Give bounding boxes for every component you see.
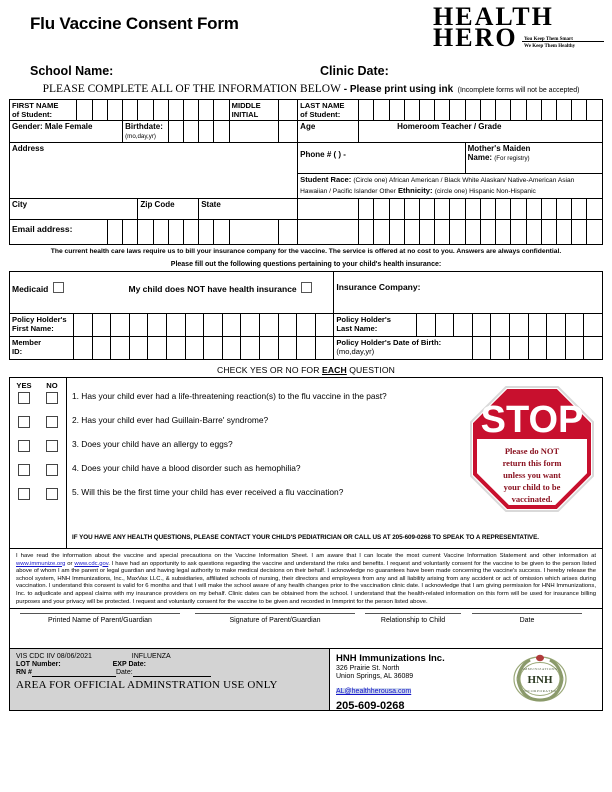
stop-line5: vaccinated. (511, 494, 553, 504)
last-name-cell[interactable] (435, 100, 450, 121)
health-hero-logo (419, 2, 604, 52)
row-insurance-checkboxes (10, 272, 603, 314)
first-name-cell[interactable] (153, 100, 168, 121)
policy-last-cell[interactable] (491, 314, 510, 337)
race-grid-cell[interactable] (541, 199, 556, 220)
answer-row (10, 487, 66, 511)
race-grid-cell[interactable] (556, 199, 571, 220)
policy-last-cell[interactable] (417, 314, 436, 337)
questions-heading-pre: CHECK YES OR NO FOR (217, 365, 323, 375)
first-name-cell[interactable] (107, 100, 122, 121)
first-name-cell[interactable] (199, 100, 214, 121)
last-name-cell[interactable] (389, 100, 404, 121)
member-id-cell[interactable] (204, 337, 223, 360)
row-student-names (10, 100, 603, 121)
consent-conjunction: or (65, 560, 75, 567)
vis-label: VIS CDC IIV 08/06/2021 (16, 653, 92, 661)
relationship-label: Relationship to Child (380, 617, 446, 625)
last-name-cell[interactable] (465, 100, 480, 121)
race-grid-cell[interactable] (298, 199, 359, 220)
email-cell[interactable] (168, 220, 183, 245)
seal-text: HNH (527, 674, 553, 687)
member-id-cell[interactable] (241, 337, 260, 360)
last-name-cell[interactable] (480, 100, 495, 121)
company-name: HNH Immunizations Inc. (336, 653, 445, 665)
policy-last-cell[interactable] (584, 314, 603, 337)
q4-no-checkbox[interactable] (46, 464, 58, 476)
policy-last-cell[interactable] (472, 314, 491, 337)
email-cell[interactable] (389, 220, 404, 245)
q1-yes-checkbox[interactable] (18, 392, 30, 404)
email-cell[interactable] (526, 220, 541, 245)
relationship-field[interactable] (365, 613, 461, 624)
medicaid-checkbox[interactable] (53, 282, 64, 293)
race-grid-cell[interactable] (450, 199, 465, 220)
logo-text-health: HEALTH (433, 2, 554, 31)
last-name-cell[interactable] (450, 100, 465, 121)
last-name-cell[interactable] (541, 100, 556, 121)
signature-rule (472, 613, 582, 615)
answer-row (10, 415, 66, 439)
logo-tagline-line1: You Keep Them Smart (524, 37, 573, 42)
first-name-cell[interactable] (183, 100, 198, 121)
policy-last-cell[interactable] (454, 314, 473, 337)
mothers-maiden-label[interactable]: Mother's Maiden Name: (For registry) (465, 143, 602, 174)
q3-no-checkbox[interactable] (46, 440, 58, 452)
homeroom-label: Homeroom Teacher / Grade (359, 121, 603, 143)
email-cell[interactable] (572, 220, 587, 245)
policy-first-cell[interactable] (297, 314, 316, 337)
birthdate-cell[interactable] (278, 121, 298, 143)
answer-row (10, 391, 66, 415)
school-clinic-row (0, 64, 612, 78)
footer-section (9, 649, 603, 711)
zip-label[interactable]: Zip Code (138, 199, 199, 220)
policy-holder-first-label: Policy Holder's First Name: (10, 314, 74, 337)
email-cell[interactable] (229, 220, 278, 245)
last-name-cell[interactable] (572, 100, 587, 121)
member-id-cell[interactable] (278, 337, 297, 360)
company-address-line1: 326 Prairie St. North (336, 665, 400, 673)
email-cell[interactable] (496, 220, 511, 245)
svg-text:your child to be (504, 482, 561, 492)
policy-first-cell[interactable] (241, 314, 260, 337)
birthdate-cell[interactable] (168, 121, 183, 143)
signature-field[interactable] (195, 613, 355, 624)
policy-first-cell[interactable] (204, 314, 223, 337)
insurance-checkbox-group (10, 272, 334, 314)
yes-header: YES (16, 381, 32, 390)
email-cell[interactable] (183, 220, 198, 245)
question-list (72, 391, 472, 511)
email-cell[interactable] (419, 220, 434, 245)
member-id-cell[interactable] (185, 337, 204, 360)
stop-sign-icon (468, 384, 596, 514)
immunize-org-link[interactable]: www.immunize.org (16, 560, 66, 567)
first-name-cell[interactable] (77, 100, 92, 121)
last-name-cell[interactable] (404, 100, 419, 121)
instructions-line (0, 79, 612, 97)
email-cell[interactable] (541, 220, 556, 245)
race-grid-cell[interactable] (465, 199, 480, 220)
birthdate-label: Birthdate: (mo,day,yr) (123, 121, 169, 143)
instructions-dash: - (340, 84, 350, 95)
race-grid-cell[interactable] (404, 199, 419, 220)
policy-dob-cell[interactable] (509, 337, 528, 360)
insurance-table (9, 271, 603, 360)
birthdate-cell[interactable] (229, 121, 278, 143)
official-use-text: AREA FOR OFFICIAL ADMINSTRATION USE ONLY (16, 679, 278, 692)
member-id-cell[interactable] (111, 337, 130, 360)
policy-holder-dob-label: Policy Holder's Date of Birth: (mo,day,yr) (334, 337, 472, 360)
company-info-block (330, 649, 602, 713)
question-item: 1. Has your child ever had a life-threatening reaction(s) to the flu vaccine in the past? (72, 391, 387, 401)
race-grid-cell[interactable] (587, 199, 603, 220)
last-name-cell[interactable] (511, 100, 526, 121)
date-field[interactable] (472, 613, 582, 624)
no-insurance-label: My child does NOT have health insurance (128, 284, 297, 294)
stop-word: STOP (480, 399, 584, 441)
consent-text-part2: . I have had an opportunity to ask questions regarding the vaccine and understand the risks and benefits. I request and voluntarily consent for the vaccine to be given to the person listed above of whom I am the parent or legal guardian and having legal authority to make medical decisions on their behalf. I acknowledge no guarantees have been made concerning the vaccine's success. I hereby release the school system, HNH Immunizations, Inc., MaxVax LLC., & subsidiaries, affiliated schools of nursing, their directors and employees from any and all liability arising from any accident or act of omission which arises during vaccination. I understand this consent is valid for 6 months and that I will make the school aware of any health changes prior to the vaccination clinic date. I acknowledge that I am giving permission for HNH Immunizations, Inc. to adjudicate and appeal claims with my insurance providers on my behalf. Clinic dates can be obtained from the school. I understand that the health-related information on this form will be used for insurance billing purposes and your privacy will be protected. I request and voluntarily consent for the vaccine to be given and recorded in Immprint for the person listed above. (16, 560, 596, 605)
email-cell[interactable] (465, 220, 480, 245)
policy-first-cell[interactable] (148, 314, 167, 337)
policy-first-cell[interactable] (222, 314, 241, 337)
member-id-cell[interactable] (222, 337, 241, 360)
email-cell[interactable] (511, 220, 526, 245)
city-label[interactable]: City (10, 199, 138, 220)
policy-dob-cell[interactable] (584, 337, 603, 360)
first-name-cell[interactable] (123, 100, 138, 121)
clinic-date-label: Clinic Date: (320, 64, 389, 78)
svg-text:IMMUNIZATIONS: IMMUNIZATIONS (522, 667, 558, 672)
first-name-cell[interactable] (138, 100, 153, 121)
q3-yes-checkbox[interactable] (18, 440, 30, 452)
first-name-cell[interactable] (168, 100, 183, 121)
logo-text-hero: HERO (433, 23, 518, 52)
question-item: 4. Does your child have a blood disorder such as hemophilia? (72, 463, 301, 473)
q5-yes-checkbox[interactable] (18, 488, 30, 500)
email-cell[interactable] (404, 220, 419, 245)
hnh-seal-icon (512, 653, 568, 705)
age-label: Age (298, 121, 359, 143)
cdc-gov-link[interactable]: www.cdc.gov (74, 560, 109, 567)
email-cell[interactable] (480, 220, 495, 245)
logo-tagline (524, 36, 602, 50)
policy-dob-cell[interactable] (528, 337, 547, 360)
insurance-company-field[interactable] (334, 272, 603, 314)
stop-line1: Please do NOT (504, 446, 560, 456)
row-member-id-dob (10, 337, 603, 360)
email-cell[interactable] (278, 220, 298, 245)
member-id-cell[interactable] (148, 337, 167, 360)
policy-last-cell[interactable] (528, 314, 547, 337)
member-id-cell[interactable] (74, 337, 93, 360)
policy-first-cell[interactable] (259, 314, 278, 337)
member-id-cell[interactable] (259, 337, 278, 360)
q2-yes-checkbox[interactable] (18, 416, 30, 428)
svg-text:return this form (503, 458, 562, 468)
email-label: Email address: (10, 220, 108, 245)
pediatrician-contact-line: IF YOU HAVE ANY HEALTH QUESTIONS, PLEASE CONTACT YOUR CHILD'S PEDIATRICIAN OR CALL US AT 205-609-0268 TO SPEAK TO A REPRESENTATIVE. (72, 534, 539, 541)
policy-first-cell[interactable] (111, 314, 130, 337)
policy-first-cell[interactable] (278, 314, 297, 337)
state-label[interactable]: State (199, 199, 298, 220)
row-gender-birthdate (10, 121, 603, 143)
last-name-cell[interactable] (556, 100, 571, 121)
school-name-label: School Name: (30, 64, 114, 78)
first-name-cell[interactable] (92, 100, 107, 121)
race-grid-cell[interactable] (359, 199, 374, 220)
policy-holder-last-label: Policy Holder's Last Name: (334, 314, 417, 337)
member-id-cell[interactable] (167, 337, 186, 360)
email-cell[interactable] (138, 220, 153, 245)
insurance-subtitle: Please fill out the following questions pertaining to your child's health insurance: (170, 261, 442, 268)
address-label[interactable]: Address (10, 143, 298, 199)
date-label: Date (519, 617, 535, 625)
svg-text:vaccinated. (512, 494, 553, 504)
member-id-cell[interactable] (92, 337, 111, 360)
policy-last-cell[interactable] (565, 314, 584, 337)
instructions-bold: Please print using ink (349, 84, 454, 95)
svg-text:INCORPORATED: INCORPORATED (523, 689, 557, 694)
last-name-cell[interactable] (374, 100, 389, 121)
email-cell[interactable] (123, 220, 138, 245)
no-insurance-checkbox[interactable] (301, 282, 312, 293)
svg-text:unless you want (503, 470, 561, 480)
signature-rule (195, 613, 355, 615)
exp-date-label[interactable]: EXP Date: (112, 661, 146, 669)
last-name-cell[interactable] (587, 100, 603, 121)
policy-first-cell[interactable] (74, 314, 93, 337)
q5-no-checkbox[interactable] (46, 488, 58, 500)
vis-row (16, 653, 323, 660)
questions-heading-post: QUESTION (346, 365, 395, 375)
last-name-label: LAST NAME of Student: (298, 100, 359, 121)
last-name-cell[interactable] (496, 100, 511, 121)
policy-dob-cell[interactable] (491, 337, 510, 360)
lot-exp-row (16, 661, 323, 668)
policy-first-cell[interactable] (129, 314, 148, 337)
race-grid-cell[interactable] (480, 199, 495, 220)
questions-heading-each: EACH (322, 365, 347, 375)
admin-date-label: Date: (115, 669, 133, 677)
svg-text:Please do NOT (505, 446, 560, 456)
race-grid-cell[interactable] (526, 199, 541, 220)
race-grid-cell[interactable] (511, 199, 526, 220)
no-header: NO (46, 381, 58, 390)
stop-line3: unless you want (503, 470, 561, 480)
email-cell[interactable] (153, 220, 168, 245)
email-cell[interactable] (107, 220, 122, 245)
policy-first-cell[interactable] (167, 314, 186, 337)
logo-tagline-line2: We Keep Them Healthy (524, 44, 576, 49)
gender-label[interactable]: Gender: Male Female (10, 121, 123, 143)
instructions-tiny: (Incomplete forms will not be accepted) (457, 87, 580, 94)
q1-no-checkbox[interactable] (46, 392, 58, 404)
last-name-cell[interactable] (526, 100, 541, 121)
email-cell[interactable] (374, 220, 389, 245)
email-cell[interactable] (199, 220, 214, 245)
row-address-phone (10, 143, 603, 174)
race-grid-cell[interactable] (419, 199, 434, 220)
email-cell[interactable] (298, 220, 359, 245)
stop-sign-graphic (468, 384, 596, 514)
insurance-company-label: Insurance Company: (336, 282, 421, 292)
last-name-cell[interactable] (419, 100, 434, 121)
question-item: 3. Does your child have an allergy to eggs? (72, 439, 233, 449)
policy-last-cell[interactable] (435, 314, 454, 337)
student-info-table (9, 99, 603, 245)
last-name-cell[interactable] (359, 100, 374, 121)
email-cell[interactable] (556, 220, 571, 245)
instructions-main: PLEASE COMPLETE ALL OF THE INFORMATION BELOW (42, 83, 341, 95)
admin-use-block (10, 649, 330, 710)
row-email (10, 220, 603, 245)
company-phone: 205-609-0268 (336, 700, 405, 713)
email-cell[interactable] (214, 220, 229, 245)
company-email-link[interactable]: AL@healthherousa.com (336, 688, 412, 696)
middle-initial-label: MIDDLE INITIAL (229, 100, 278, 121)
rn-label: RN # (16, 669, 32, 677)
row-policy-holder-names (10, 314, 603, 337)
email-cell[interactable] (359, 220, 374, 245)
race-grid-cell[interactable] (374, 199, 389, 220)
member-id-cell[interactable] (315, 337, 334, 360)
member-id-label: Member ID: (10, 337, 74, 360)
stop-line4: your child to be (503, 482, 561, 492)
consent-text-part1: I have read the information about the vaccine and special precautions on the Vaccine Information Sheet. I am aware that I can locate the most current Vaccine Information Statement and other information at (16, 553, 596, 559)
rn-date-row (16, 669, 323, 677)
first-name-label: FIRST NAME of Student: (10, 100, 77, 121)
policy-dob-cell[interactable] (547, 337, 566, 360)
email-cell[interactable] (435, 220, 450, 245)
question-item: 5. Will this be the first time your child has ever received a flu vaccination? (72, 487, 344, 497)
signature-section (9, 609, 603, 649)
questions-box (9, 377, 603, 549)
q2-no-checkbox[interactable] (46, 416, 58, 428)
stop-line2: return this form (502, 458, 562, 468)
policy-first-cell[interactable] (92, 314, 111, 337)
email-cell[interactable] (450, 220, 465, 245)
policy-last-cell[interactable] (509, 314, 528, 337)
company-address-line2: Union Springs, AL 36089 (336, 673, 414, 681)
race-grid-cell[interactable] (572, 199, 587, 220)
form-header (0, 0, 612, 66)
policy-first-cell[interactable] (185, 314, 204, 337)
birthdate-cell[interactable] (183, 121, 198, 143)
signature-label: Signature of Parent/Guardian (229, 617, 321, 625)
policy-first-cell[interactable] (315, 314, 334, 337)
printed-name-field[interactable] (20, 613, 180, 624)
member-id-cell[interactable] (297, 337, 316, 360)
questions-heading (0, 365, 612, 375)
race-grid-cell[interactable] (496, 199, 511, 220)
policy-dob-cell[interactable] (565, 337, 584, 360)
race-ethnicity-label[interactable]: Student Race: (Circle one) African American / Black White Alaskan/ Native-American Asian Hawaiian / Pacific Islander Other Ethnicity: (circle one) Hispanic Non-Hispanic (298, 174, 603, 199)
row-city-zip-state (10, 199, 603, 220)
member-id-cell[interactable] (129, 337, 148, 360)
influenza-label: INFLUENZA (131, 653, 171, 661)
lot-number-label[interactable]: LOT Number: (16, 661, 61, 669)
first-name-cell[interactable] (214, 100, 229, 121)
insurance-billing-note: The current health care laws require us to bill your insurance company for the vaccine. The service is offered at no cost to you. Answers are always confidential. (50, 248, 562, 255)
race-grid-cell[interactable] (435, 199, 450, 220)
signature-rule (20, 613, 180, 615)
q4-yes-checkbox[interactable] (18, 464, 30, 476)
signature-rule (365, 613, 461, 615)
policy-last-cell[interactable] (547, 314, 566, 337)
medicaid-label: Medicaid (12, 284, 49, 294)
consent-paragraph (9, 549, 603, 609)
race-grid-cell[interactable] (389, 199, 404, 220)
answer-row (10, 439, 66, 463)
printed-name-label: Printed Name of Parent/Guardian (48, 617, 152, 625)
yesno-header (10, 378, 66, 391)
middle-initial-cell[interactable] (278, 100, 298, 121)
answer-row (10, 463, 66, 487)
yesno-column (10, 378, 67, 548)
page-title: Flu Vaccine Consent Form (30, 14, 239, 33)
phone-label[interactable]: Phone # ( ) - (298, 143, 465, 174)
policy-dob-cell[interactable] (472, 337, 491, 360)
birthdate-cell[interactable] (199, 121, 214, 143)
birthdate-cell[interactable] (214, 121, 229, 143)
question-item: 2. Has your child ever had Guillain-Barre' syndrome? (72, 415, 269, 425)
